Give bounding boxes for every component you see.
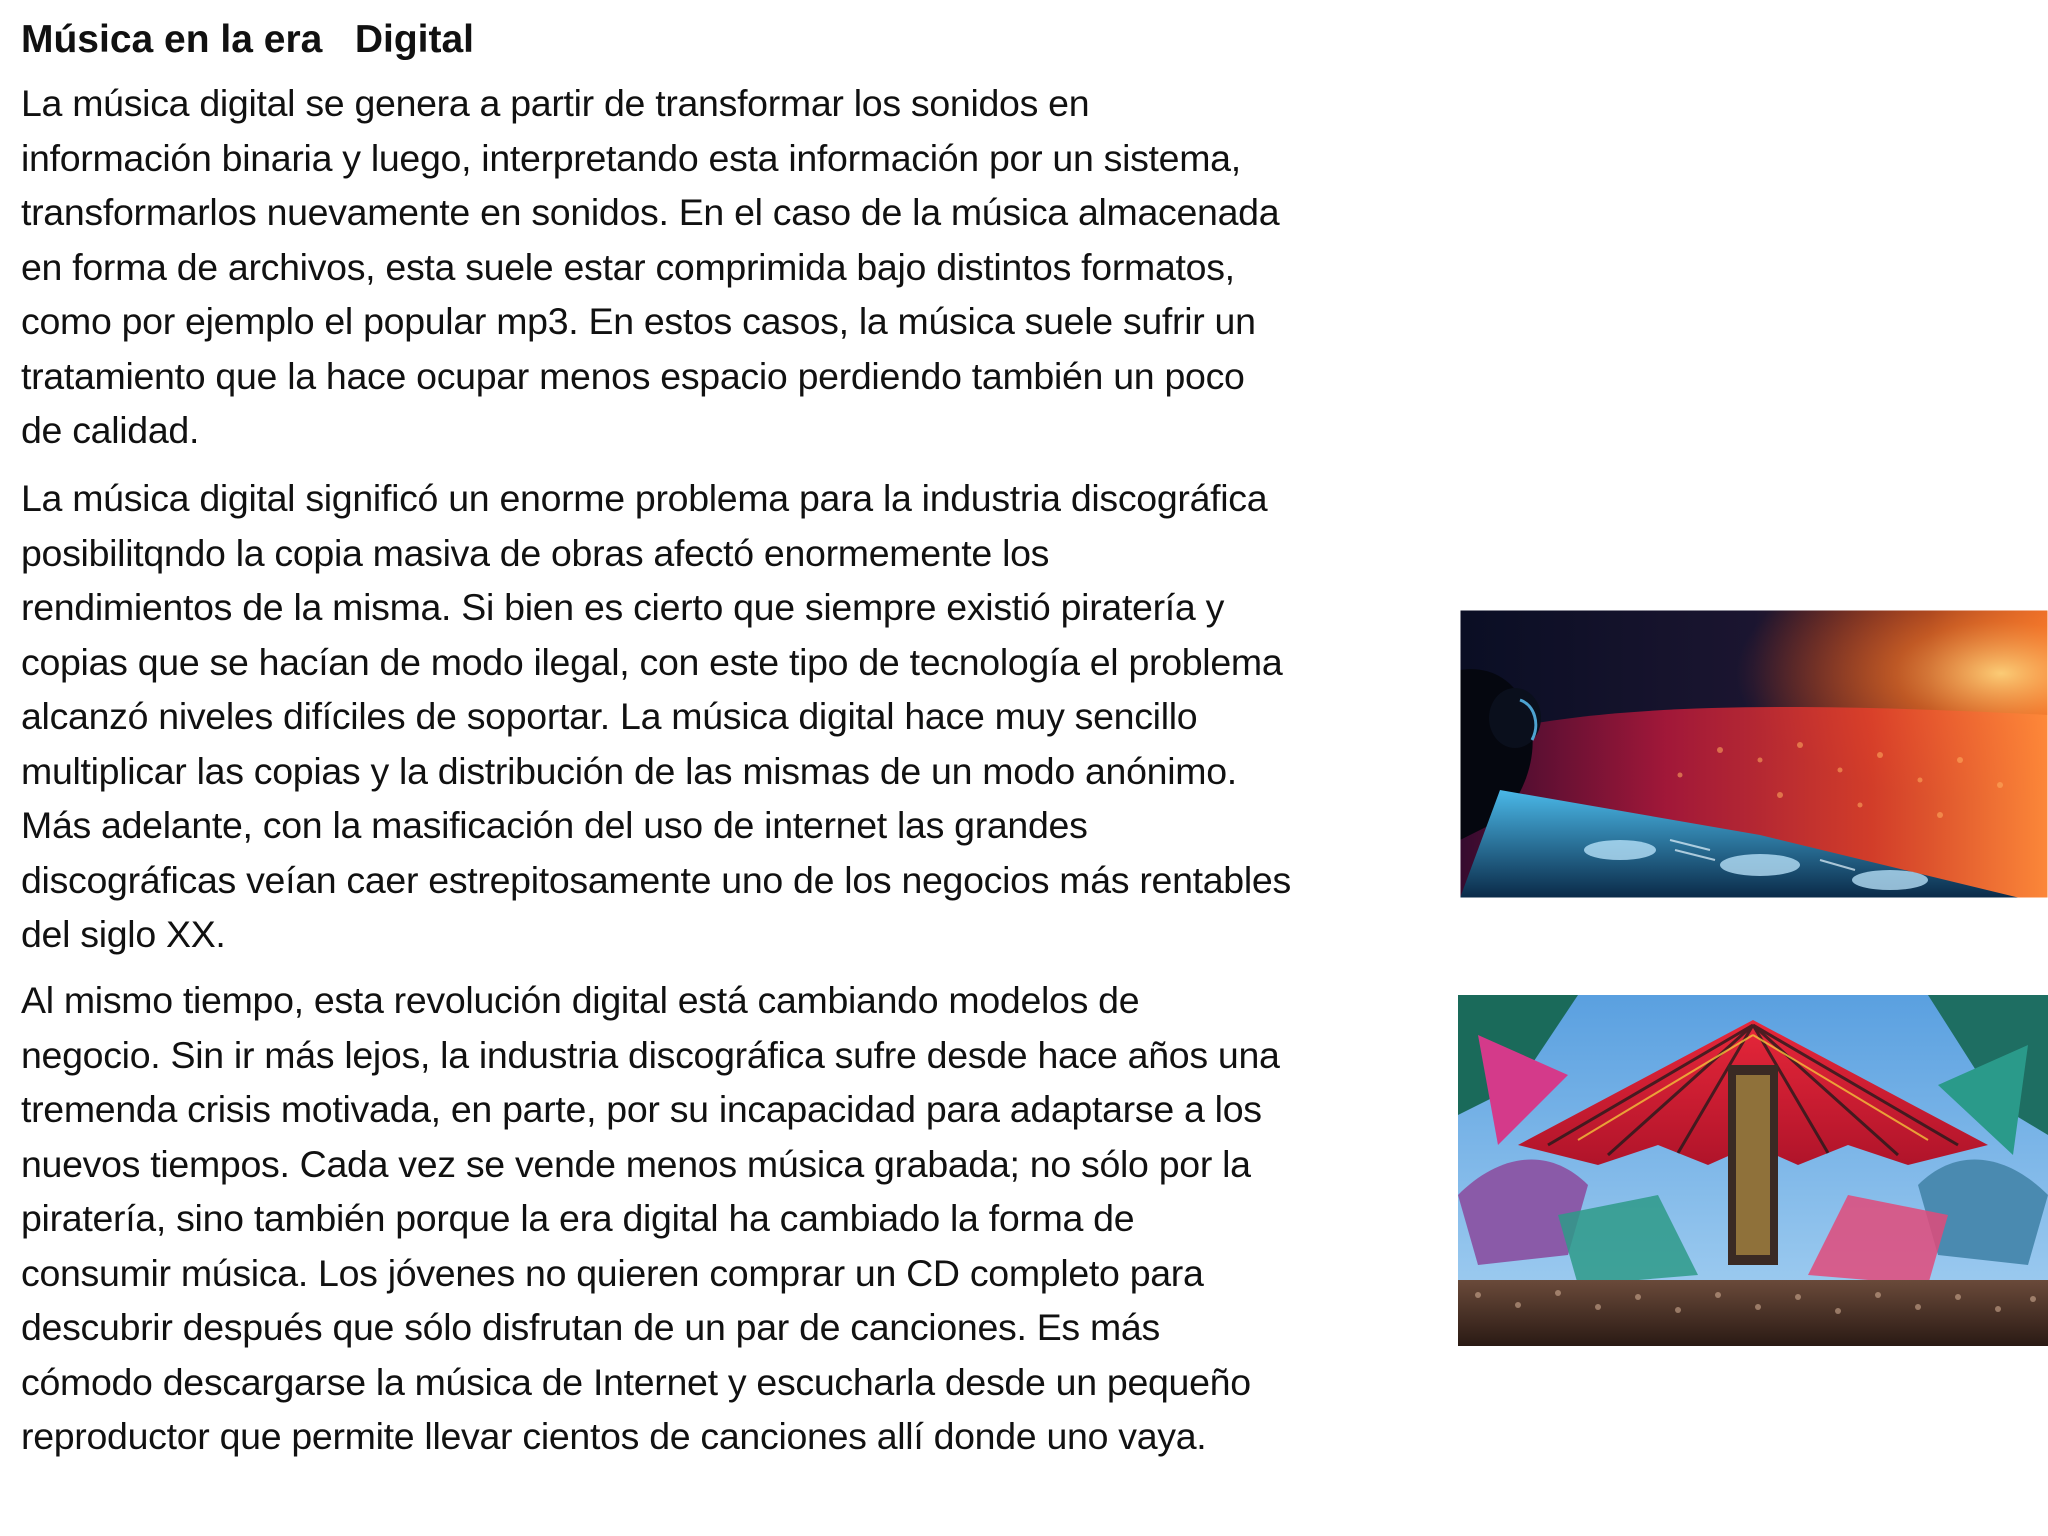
festival-stage-photo [1458, 995, 2048, 1346]
paragraph-business-models: Al mismo tiempo, esta revolución digital está cambiando modelos de negocio. Sin ir más lejos, la industria discográfica sufre desde hace años una tremenda crisis motivada, en parte, por su incapacidad para adaptarse a los nuevos tiempos. Cada vez se vende menos música grabada; no sólo por la piratería, sino también porque la era digital ha cambiado la forma de consumir música. Los jóvenes no quieren comprar un CD completo para descubrir después que sólo disfrutan de un par de canciones. Es más cómodo descargarse la música de Internet y escucharla desde un pequeño reproductor que permite llevar cientos de canciones allí donde uno vaya. [21, 979, 1280, 1457]
paragraph-digital-music: La música digital se genera a partir de transformar los sonidos en información binaria y luego, interpretando esta información por un sistema, transformarlos nuevamente en sonidos. En el caso de la música almacenada en forma de archivos, esta suele estar comprimida bajo distintos formatos, como por ejemplo el popular mp3. En estos casos, la música suele sufrir un tratamiento que la hace ocupar menos espacio perdiendo también un poco de calidad. [21, 82, 1280, 451]
paragraph-record-industry: La música digital significó un enorme problema para la industria discográfica posibilitqndo la copia masiva de obras afectó enormemente los rendimientos de la misma. Si bien es cierto que siempre existió piratería y copias que se hacían de modo ilegal, con este tipo de tecnología el problema alcanzó niveles difíciles de soportar. La música digital hace muy sencillo multiplicar las copias y la distribución de las mismas de un modo anónimo. Más adelante, con la masificación del uso de internet las grandes discográficas veían caer estrepitosamente uno de los negocios más rentables del siglo XX. [21, 477, 1291, 955]
dj-concert-photo [1460, 610, 2048, 898]
slide-title: Música en la era Digital [21, 18, 474, 61]
